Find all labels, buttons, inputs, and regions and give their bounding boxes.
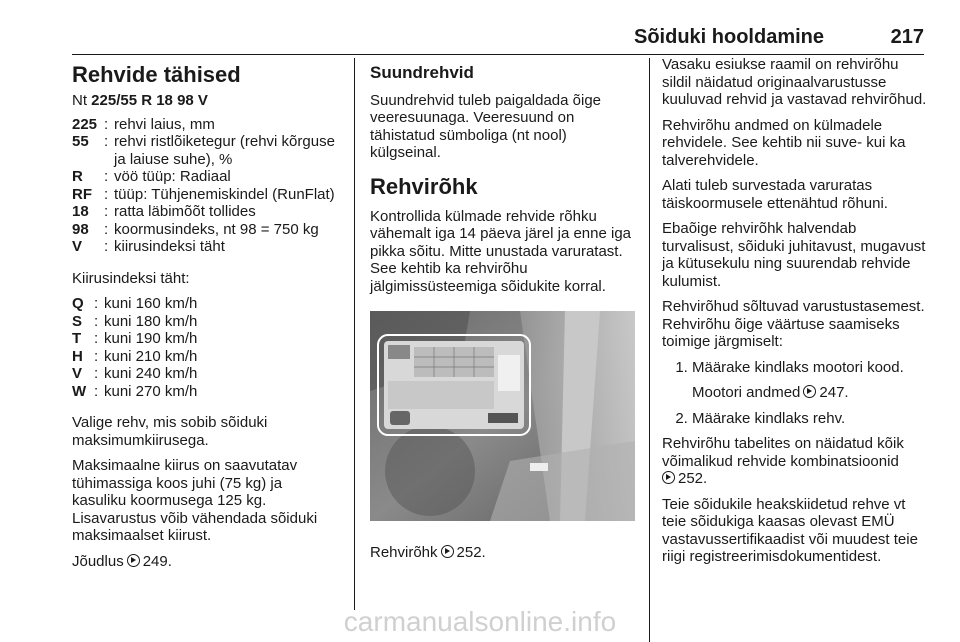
colon-separator: : [94,347,99,365]
speed-code-row [72,365,338,383]
paragraph-max-speed-tire: Valige rehv, mis sobib sõiduki maksimumkiirusega. [72,414,268,449]
colon-separator: : [94,365,99,382]
tire-code-term: RF [72,185,92,203]
paragraph-equipment-level: Rehvirõhud sõltuvad varustustasemest. Rehvirõhu õige väärtuse saamiseks toimige järgmiselt: [662,298,925,350]
performance-label: Jõudlus [72,552,124,570]
speed-code-description: kuni 240 km/h [104,365,198,382]
tire-code-description: koormusindeks, nt 98 = 750 kg [114,220,319,238]
caption-label: Rehvirõhk [370,543,438,561]
colon-separator: : [104,238,109,255]
engine-data-page-link[interactable]: 247. [819,384,849,401]
speed-code-term: T [72,330,82,347]
running-title: Sõiduki hooldamine [633,26,824,48]
section-subtitle-directional-tires: Suundrehvid [370,63,474,82]
speed-code-row [72,295,338,313]
tire-code-list [72,116,338,256]
speed-code-row [72,383,338,401]
colon-separator: : [104,185,109,203]
pressure-tables-text: Rehvirõhu tabelites on näidatud kõik võimalikud rehvide kombinatsioonid [662,435,904,470]
tire-code-term: 55 [72,133,89,150]
column-divider-2 [649,58,650,642]
page-reference-icon [441,545,454,558]
paragraph-directional-tires: Suundrehvid tuleb paigaldada õige veeresuunaga. Veeresuund on tähistatud sümboliga (nt nool) külgseinal. [370,91,602,161]
example-code: 225/55 R 18 98 V [91,92,208,109]
speed-code-list [72,295,338,400]
colon-separator: : [94,330,99,347]
speed-code-row [72,313,338,331]
tire-code-row [72,168,338,186]
pressure-steps-list-continued [662,410,927,428]
tire-code-description: ratta läbimõõt tollides [114,203,256,220]
tire-code-description: tüüp: Tühjenemiskindel (RunFlat) [114,185,335,203]
speed-code-description: kuni 180 km/h [104,312,198,330]
speed-code-description: kuni 270 km/h [104,382,198,400]
speed-code-description: kuni 210 km/h [104,347,198,365]
tire-code-row [72,203,338,221]
page-reference-icon [127,554,140,567]
tire-code-term: 18 [72,203,89,220]
step-engine-data-reference [662,384,927,402]
page-reference-icon [803,385,816,398]
colon-separator: : [104,168,109,185]
tire-code-term: R [72,168,83,185]
performance-reference [72,553,338,571]
step-engine-code: 1. Määrake kindlaks mootori kood. [692,359,927,377]
performance-page-link[interactable]: 249. [142,552,172,570]
speed-code-term: V [72,365,83,382]
page-number: 217 [890,26,924,48]
tire-code-term: 98 [72,220,89,238]
tire-code-term: 225 [72,115,98,133]
paragraph-wrong-pressure: Ebaõige rehvirõhk halvendab turvalisust, sõiduki juhitavust, mugavust ja kütusekulu ning suurendab rehvide kulumist. [662,220,926,290]
speed-index-intro: Kiirusindeksi täht: [72,269,190,287]
speed-code-term: Q [72,295,84,312]
site-watermark: carmanualsonline.info [343,606,617,637]
speed-code-description: kuni 190 km/h [104,330,198,347]
column-1 [72,56,338,578]
colon-separator: : [104,203,109,220]
tire-pressure-label-photo [370,311,635,521]
paragraph-cold-tires: Rehvirõhu andmed on külmadele rehvidele. See kehtib nii suve- kui ka talverehvidele. [662,116,906,169]
engine-data-label: Mootori andmed [692,384,801,401]
paragraph-max-speed-load: Maksimaalne kiirus on saavutatav tühimassiga koos juhi (75 kg) ja kasuliku koormusega 125 kg. Lisavarustus võib vähendada sõiduki maksimaalset kiirust. [72,457,318,544]
example-prefix: Nt [72,92,87,109]
tire-code-term: V [72,238,83,255]
tire-code-row [72,186,338,204]
paragraph-door-label: Vasaku esiukse raamil on rehvirõhu sildil näidatud originaalvarustusse kuuluvad rehvid ja vastavad rehvirõhud. [662,56,927,108]
speed-code-term: S [72,312,83,330]
header-rule [72,54,924,55]
column-3 [662,56,927,574]
tire-code-description: rehvi ristlõiketegur (rehvi kõrguse ja laiuse suhe), % [114,133,335,168]
speed-code-row [72,348,338,366]
paragraph-approved-tires: Teie sõidukile heakskiidetud rehve vt teie sõidukiga kaasas olevast EMÜ vastavussertifikaadist või muudest teie riigi registreerimisdokumentidest. [662,495,918,565]
pressure-tables-page-link[interactable]: 252. [678,470,708,487]
page-header [72,26,924,54]
caption-page-link[interactable]: 252. [456,543,486,561]
tire-code-row [72,116,338,134]
speed-code-description: kuni 160 km/h [104,295,198,312]
tire-code-row [72,133,338,168]
colon-separator: : [94,382,99,400]
page-reference-icon [662,471,675,484]
colon-separator: : [104,133,109,150]
colon-separator: : [94,295,99,312]
column-2 [370,56,635,569]
tire-code-row [72,221,338,239]
pressure-steps-list [662,359,927,377]
speed-code-term: W [72,382,87,400]
section-title-tire-pressure: Rehvirõhk [370,173,478,199]
colon-separator: : [104,115,109,133]
tire-code-row [72,238,338,256]
tire-code-example [72,92,338,110]
column-divider-1 [354,58,355,610]
paragraph-check-pressure: Kontrollida külmade rehvide rõhku vähemalt iga 14 päeva järel ja enne iga pikka sõitu. Mitte unustada varuratast. See kehtib ka rehvirõhu jälgimissüsteemiga sõidukite korral. [370,207,632,295]
speed-code-row [72,330,338,348]
speed-code-term: H [72,347,83,365]
paragraph-spare-tire: Alati tuleb survestada varuratas täiskoormusele ettenähtud rõhuni. [662,177,888,212]
colon-separator: : [94,312,99,330]
tire-code-description: vöö tüüp: Radiaal [114,168,231,185]
colon-separator: : [104,220,109,238]
figure-caption [370,544,635,562]
tire-code-description: kiirusindeksi täht [114,238,225,255]
section-title-tire-markings: Rehvide tähised [72,62,241,87]
tire-code-description: rehvi laius, mm [114,115,215,133]
paragraph-pressure-tables [662,435,927,488]
step-determine-tire: 2. Määrake kindlaks rehv. [692,410,927,428]
